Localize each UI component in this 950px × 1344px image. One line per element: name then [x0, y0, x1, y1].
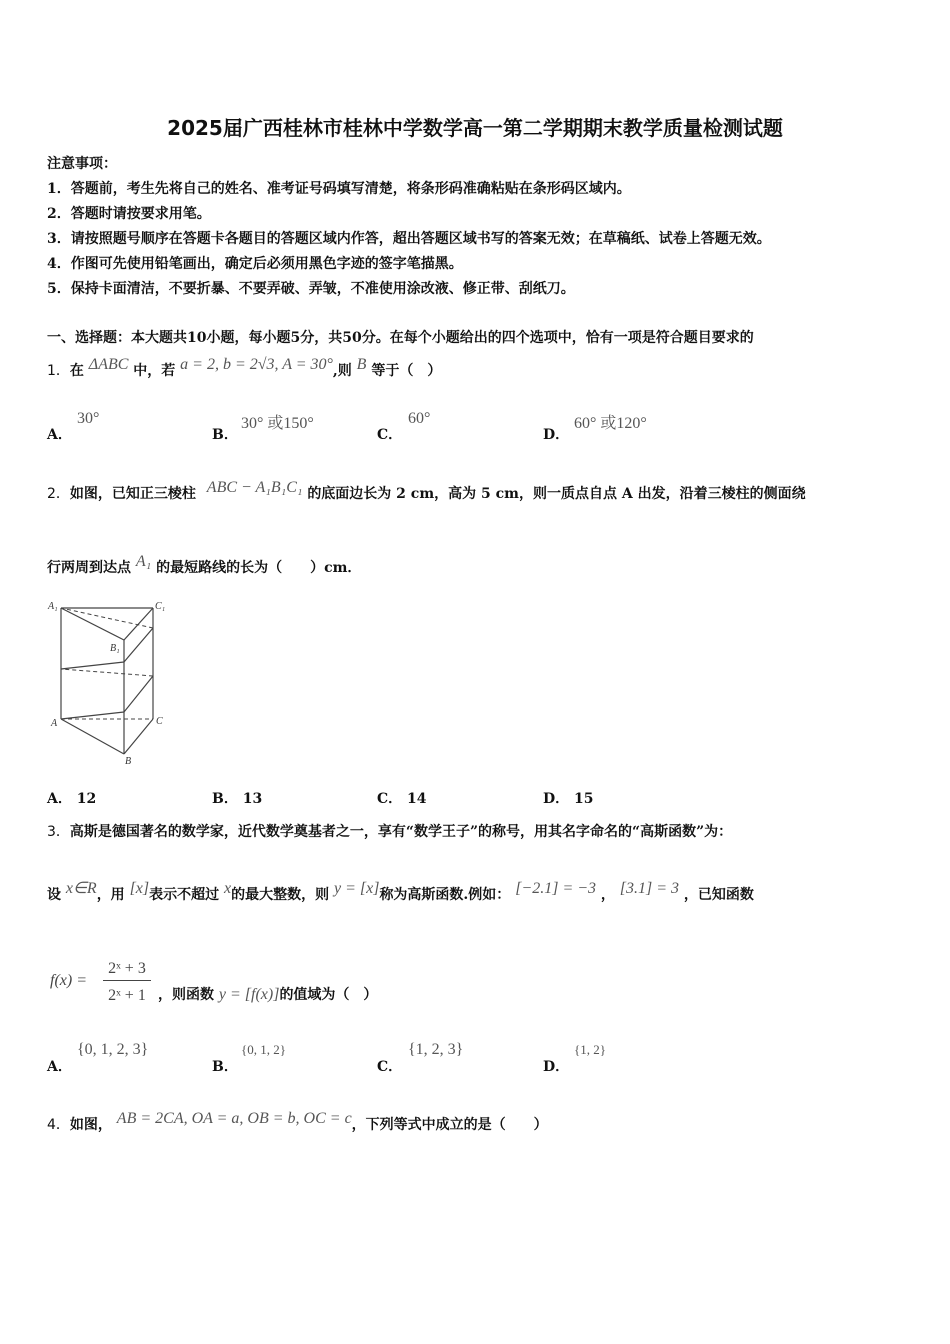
question-3: 3．高斯是德国著名的数学家，近代数学奠基者之一，享有“数学王子”的称号，用其名字命名的“高斯函数”为：	[47, 824, 733, 840]
label-c: C	[156, 716, 163, 727]
math-expr: y = [x]	[333, 880, 380, 897]
label-a: A	[51, 718, 58, 729]
option-label-b: B．	[212, 1059, 238, 1075]
option-label-a: A． 12	[47, 791, 97, 807]
label-c1: C₁	[155, 601, 166, 612]
notes-heading: 注意事项：	[47, 156, 117, 172]
question-2-cont: 行两周到达点 A₁ 的最短路线的长为（ ）cm．	[47, 553, 362, 576]
prism-figure	[44, 598, 174, 770]
math-expr: [x]	[129, 880, 150, 897]
option-value-c: {1, 2, 3}	[408, 1041, 464, 1058]
question-number: 4．	[47, 1117, 70, 1133]
label-b: B	[125, 756, 132, 767]
option-value-a: 30°	[77, 410, 100, 427]
math-expr: A₁	[135, 553, 152, 570]
label-b1: B₁	[110, 643, 120, 654]
option-label-b: B．	[212, 427, 238, 443]
question-3-cont: 设 x∈R，用 [x]表示不超过 x的最大整数，则 y = [x]称为高斯函数.例如： [−2.1] = −3 ， [3.1] = 3 ，已知函数	[47, 880, 754, 903]
question-2: 2．如图，已知正三棱柱 ABC − A₁B₁C₁ 的底面边长为 2 cm，高为 5 cm，则一质点自点 A 出发，沿着三棱柱的侧面绕	[47, 479, 806, 502]
note-item: 4．作图可先使用铅笔画出，确定后必须用黑色字迹的签字笔描黑。	[47, 256, 463, 272]
option-label-a: A．	[47, 427, 72, 443]
math-expr: [−2.1] = −3	[515, 880, 597, 897]
question-number: 1．	[47, 363, 70, 379]
option-label-b: B． 13	[212, 791, 263, 807]
math-expr: AB = 2CA, OA = a, OB = b, OC = c	[116, 1110, 352, 1127]
option-label-c: C．	[377, 1059, 403, 1075]
math-expr: ABC − A₁B₁C₁	[206, 479, 303, 496]
option-value-d: 60° 或120°	[574, 415, 647, 432]
math-expr: a = 2, b = 2√3, A = 30°	[180, 356, 333, 373]
page-title: 2025届广西桂林市桂林中学数学高一第二学期期末教学质量检测试题	[167, 116, 783, 140]
question-1: 1．在 ΔABC 中，若 a = 2, b = 2√3, A = 30°,则 B 等于（ ）	[47, 356, 442, 379]
label-a1: A₁	[48, 601, 58, 612]
math-expr: y = [f(x)]	[218, 986, 280, 1003]
math-expr: [3.1] = 3	[619, 880, 680, 897]
fraction-denominator: 2ˣ + 1	[108, 987, 146, 1004]
function-lhs: f(x) =	[50, 972, 87, 989]
math-expr: ΔABC	[88, 356, 129, 373]
option-value-d: {1, 2}	[574, 1042, 606, 1057]
option-label-d: D．	[543, 427, 570, 443]
note-item: 2．答题时请按要求用笔。	[47, 206, 211, 222]
option-label-d: D．	[543, 1059, 570, 1075]
note-item: 5．保持卡面清洁，不要折暴、不要弄破、弄皱，不准使用涂改液、修正带、刮纸刀。	[47, 281, 575, 297]
option-value-b: {0, 1, 2}	[241, 1042, 286, 1057]
option-value-b: 30° 或150°	[241, 415, 314, 432]
option-label-d: D． 15	[543, 791, 594, 807]
math-expr: x	[224, 880, 232, 897]
question-number: 3．	[47, 824, 70, 840]
math-expr: x∈R	[65, 880, 97, 897]
question-number: 2．	[47, 486, 70, 502]
note-item: 3．请按照题号顺序在答题卡各题目的答题区域内作答，超出答题区域书写的答案无效；在草稿纸、试卷上答题无效。	[47, 231, 771, 247]
question-3-range: ，则函数 y = [f(x)]的值域为（ ）	[158, 986, 378, 1003]
note-item: 1．答题前，考生先将自己的姓名、准考证号码填写清楚，将条形码准确粘贴在条形码区域内。	[47, 181, 631, 197]
section-heading: 一、选择题：本大题共10小题，每小题5分，共50分。在每个小题给出的四个选项中，恰有一项是符合题目要求的	[47, 330, 754, 346]
fraction-numerator: 2ˣ + 3	[103, 960, 151, 981]
question-4: 4．如图， AB = 2CA, OA = a, OB = b, OC = c，下列等式中成立的是（ ）	[47, 1110, 548, 1133]
option-label-a: A．	[47, 1059, 72, 1075]
math-expr: B	[356, 356, 367, 373]
option-value-a: {0, 1, 2, 3}	[77, 1041, 149, 1058]
option-label-c: C．	[377, 427, 403, 443]
option-label-c: C． 14	[377, 791, 427, 807]
option-value-c: 60°	[408, 410, 431, 427]
